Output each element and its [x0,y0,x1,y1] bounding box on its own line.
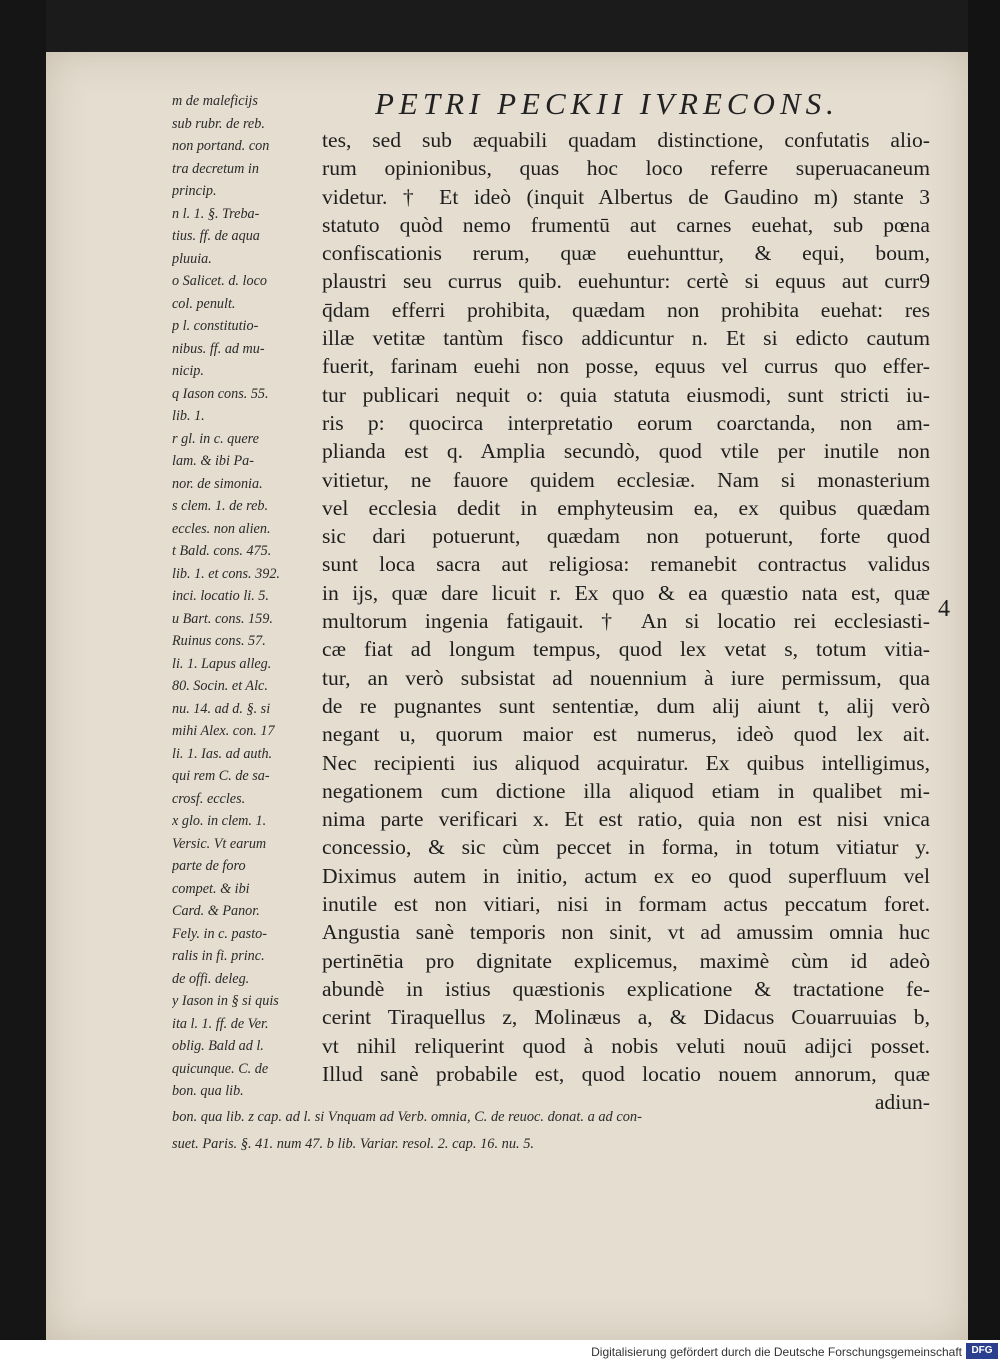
margin-note-line: x glo. in clem. 1. [172,813,267,829]
text-line: illæ vetitæ tantùm fisco addicuntur n. Et si edicto cautum [322,326,930,351]
margin-note-line: nu. 14. ad d. §. si [172,700,271,717]
margin-note-line: non portand. con [172,138,270,154]
text-line: tes, sed sub æquabili quadam distinctione, confutatis alio- [322,128,930,152]
margin-note-line: Fely. in c. pasto- [172,925,267,942]
text-line: inutile est non vitiari, nisi in formam actus peccatum foret. [322,892,930,917]
margin-note-line: y Iason in § si quis [172,993,279,1009]
margin-note-line: pluuia. [172,250,212,267]
margin-note-line: Card. & Panor. [172,903,260,919]
text-line: confiscationis rerum, quæ euehunttur, & equi, boum, [322,241,930,266]
margin-notes [172,90,320,1100]
text-line: plianda est q. Amplia secundò, quod vtile per inutile non [322,439,930,464]
main-text [322,126,930,1116]
text-line: de re pugnantes sunt sententiæ, dum alij aiunt t, alij verò [322,693,930,718]
margin-note-line: parte de foro [172,858,246,874]
text-line: fuerit, farinam euehi non posse, equus vel currus quo effer- [322,354,930,379]
margin-note-line: r gl. in c. quere [172,430,259,447]
text-line: Angustia sanè temporis non sinit, vt ad amussim omnia huc [322,920,930,945]
footnotes [172,1104,932,1158]
margin-note-line: nor. de simonia. [172,475,263,492]
text-line: Illud sanè probabile est, quod locatio nouem annorum, quæ [322,1061,930,1086]
margin-note-line: n l. 1. §. Treba- [172,205,260,222]
margin-note-line: qui rem C. de sa- [172,768,270,784]
margin-note-line: tius. ff. de aqua [172,228,260,244]
margin-note-line: u Bart. cons. 159. [172,610,273,627]
margin-note-line: li. 1. Ias. ad auth. [172,745,273,762]
margin-note-line: 80. Socin. et Alc. [172,678,268,694]
text-line: in ijs, quæ dare licuit r. Ex quo & ea quæstio nata est, quæ [322,580,930,605]
digitization-credit: Digitalisierung gefördert durch die Deutsche Forschungsgemeinschaft [591,1345,962,1359]
margin-note-line: mihi Alex. con. 17 [172,723,275,739]
margin-note-line: Versic. Vt earum [172,835,267,852]
text-line: pertinētia pro dignitate explicemus, maximè cùm id adeò [322,948,930,973]
margin-note-line: lam. & ibi Pa- [172,453,254,469]
margin-note-line: oblig. Bald ad l. [172,1038,264,1054]
margin-note-line: eccles. non alien. [172,520,271,537]
scan-border-right [968,0,1000,1340]
margin-note-line: o Salicet. d. loco [172,273,267,289]
margin-note-line: m de maleficijs [172,93,258,109]
text-line: rum opinionibus, quas hoc loco referre superuacaneum [322,156,930,181]
margin-note-line: p l. constitutio- [172,318,259,334]
section-number: 4 [938,596,950,622]
text-line: plaustri seu currus quib. euehuntur: certè si equus aut curr9 [322,269,930,294]
text-line: cerint Tiraquellus z, Molinæus a, & Didacus Couarruuias b, [322,1005,930,1030]
text-line: negationem cum dictione illa aliquod etiam in qualibet mi- [322,778,930,803]
text-line: adiun- [874,1090,930,1115]
text-line: sic dari potuerunt, quædam non potuerunt, forte quod [322,524,930,549]
margin-note-line: crosf. eccles. [172,790,246,807]
text-line: statuto quòd nemo frumentū aut carnes euehat, sub pœna [322,212,930,237]
text-line: ris p: quocirca interpretatio eorum coarctanda, non am- [322,410,930,435]
margin-note-line: q Iason cons. 55. [172,385,269,402]
margin-note-line: tra decretum in [172,160,259,177]
text-line: vel ecclesia dedit in emphyteusim ea, ex quibus quædam [322,495,930,520]
text-line: sunt loca sacra aut religiosa: remanebit contractus validus [322,552,930,577]
margin-note-line: sub rubr. de reb. [172,115,265,132]
margin-note-line: lib. 1. [172,408,205,424]
text-line: abundè in istius quæstionis explicatione & tractatione fe- [322,976,930,1001]
margin-note-line: s clem. 1. de reb. [172,498,269,514]
text-line: vitietur, ne fauore quidem ecclesiæ. Nam si monasterium [322,467,930,492]
dfg-logo: DFG [966,1343,998,1359]
margin-note-line: Ruinus cons. 57. [172,633,266,649]
scan-border-left [0,0,46,1340]
margin-note-line: li. 1. Lapus alleg. [172,655,272,672]
footnote-line: suet. Paris. §. 41. num 47. b lib. Variar. resol. 2. cap. 16. nu. 5. [172,1136,535,1152]
text-line: multorum ingenia fatigauit. † An si locatio rei ecclesiasti- [322,609,930,634]
text-line: videtur. † Et ideò (inquit Albertus de Gaudino m) stante 3 [322,184,930,209]
text-line: cæ fiat ad longum tempus, quod lex vetat s, totum vitia- [322,637,930,662]
credit-bar [0,1340,1000,1365]
text-line: vt nihil reliquerint quod à nobis veluti nouū adijci posset. [322,1033,930,1058]
footnote-line: bon. qua lib. z cap. ad l. si Vnquam ad Verb. omnia, C. de reuoc. donat. a ad con- [172,1109,642,1125]
margin-note-line: bon. qua lib. [172,1083,244,1099]
margin-note-line: quicunque. C. de [172,1060,269,1077]
margin-note-line: princip. [172,183,217,199]
margin-note-line: nibus. ff. ad mu- [172,340,265,357]
text-line: tur, an verò subsistat ad nouennium à iure permissum, qua [322,665,930,690]
margin-note-line: ita l. 1. ff. de Ver. [172,1015,269,1032]
margin-note-line: de offi. deleg. [172,970,250,987]
text-line: negant u, quorum maior est numerus, ideò quod lex ait. [322,722,930,747]
text-line: Diximus autem in initio, actum ex eo quod superfluum vel [322,863,930,888]
text-line: concessio, & sic cùm peccet in forma, in totum vitiatur y. [322,835,930,860]
margin-note-line: compet. & ibi [172,880,250,897]
margin-note-line: lib. 1. et cons. 392. [172,565,280,582]
margin-note-line: t Bald. cons. 475. [172,543,272,559]
text-line: tur publicari nequit o: quia statuta eiusmodi, sunt stricti iu- [322,382,930,407]
margin-note-line: col. penult. [172,295,236,312]
text-line: Nec recipienti ius aliquod acquiratur. Ex quibus intelligimus, [322,750,930,775]
running-head: PETRI PECKII IVRECONS. [375,86,839,120]
margin-note-line: nicip. [172,363,204,379]
text-line: q̄dam efferri prohibita, quædam non prohibita euehat: res [322,297,930,322]
text-line: nima parte verificari x. Et est ratio, quia non est nisi vnica [322,807,930,832]
margin-note-line: inci. locatio li. 5. [172,588,269,604]
margin-note-line: ralis in fi. princ. [172,948,265,964]
